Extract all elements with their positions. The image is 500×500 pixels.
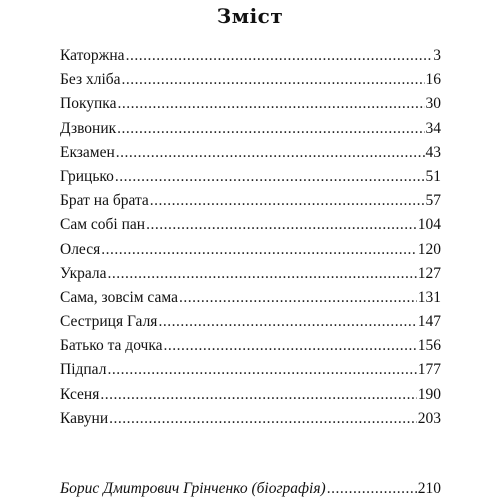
table-of-contents (60, 44, 441, 431)
toc-entry (60, 383, 441, 407)
toc-entry-title: Кавуни (60, 409, 109, 427)
toc-entry-title: Покупка (60, 95, 117, 113)
toc-entry-title: Сам собі пан (60, 216, 146, 234)
dot-leader (158, 310, 416, 334)
toc-entry-page: 210 (417, 480, 441, 497)
toc-entry-title: Дзвоник (60, 119, 117, 137)
dot-leader (117, 92, 424, 116)
toc-entry-page: 127 (417, 264, 441, 282)
toc-entry-page: 30 (425, 95, 441, 113)
toc-entry (60, 262, 441, 286)
toc-entry-page: 203 (417, 409, 441, 427)
toc-entry (60, 165, 441, 189)
toc-entry-title: Без хліба (60, 71, 121, 89)
dot-leader (126, 44, 433, 68)
toc-entry (60, 238, 441, 262)
toc-entry-page: 16 (425, 71, 441, 89)
toc-entry-page: 104 (417, 216, 441, 234)
toc-entry (60, 407, 441, 431)
dot-leader (150, 189, 425, 213)
toc-entry-title: Олеся (60, 240, 101, 258)
dot-leader (101, 238, 417, 262)
toc-entry-title: Батько та дочка (60, 337, 163, 355)
dot-leader (107, 358, 416, 382)
toc-entry-page: 131 (417, 288, 441, 306)
toc-entry-page: 190 (417, 385, 441, 403)
toc-entry-title: Екзамен (60, 143, 115, 161)
toc-entry-page: 43 (425, 143, 441, 161)
toc-entry-title: Підпал (60, 361, 107, 379)
toc-entry-page: 156 (417, 337, 441, 355)
dot-leader (100, 383, 416, 407)
toc-entry-title: Сестриця Галя (60, 313, 158, 331)
toc-entry-page: 177 (417, 361, 441, 379)
toc-entry (60, 92, 441, 116)
toc-entry-title: Каторжна (60, 47, 125, 64)
toc-entry (60, 141, 441, 165)
dot-leader (179, 286, 417, 310)
toc-entry-page: 34 (425, 119, 441, 137)
toc-entry-title: Украла (60, 264, 107, 282)
toc-entry (60, 68, 441, 92)
toc-entry-title: Борис Дмитрович Грінченко (біографія) (60, 480, 326, 497)
toc-entry (60, 189, 441, 213)
toc-entry-title: Грицько (60, 167, 114, 185)
toc-entry-page: 51 (425, 167, 441, 185)
toc-entry-title: Брат на брата (60, 192, 149, 210)
toc-entry-page: 120 (417, 240, 441, 258)
page-title: Зміст (216, 4, 284, 28)
toc-entry (60, 44, 441, 68)
dot-leader (108, 262, 417, 286)
dot-leader (117, 117, 424, 141)
dot-leader (109, 407, 417, 431)
toc-entry-biography (60, 479, 441, 499)
toc-entry (60, 334, 441, 358)
toc-entry (60, 213, 441, 237)
dot-leader (164, 334, 417, 358)
dot-leader (115, 165, 425, 189)
dot-leader (327, 479, 417, 499)
dot-leader (146, 213, 417, 237)
toc-entry (60, 117, 441, 141)
toc-entry-title: Ксеня (60, 385, 100, 403)
toc-entry (60, 358, 441, 382)
toc-entry-page: 147 (417, 313, 441, 331)
toc-entry-page: 57 (425, 192, 441, 210)
dot-leader (116, 141, 425, 165)
dot-leader (122, 68, 425, 92)
toc-entry (60, 310, 441, 334)
toc-entry-page: 3 (433, 47, 441, 64)
toc-entry-title: Сама, зовсім сама (60, 288, 178, 306)
toc-entry (60, 286, 441, 310)
